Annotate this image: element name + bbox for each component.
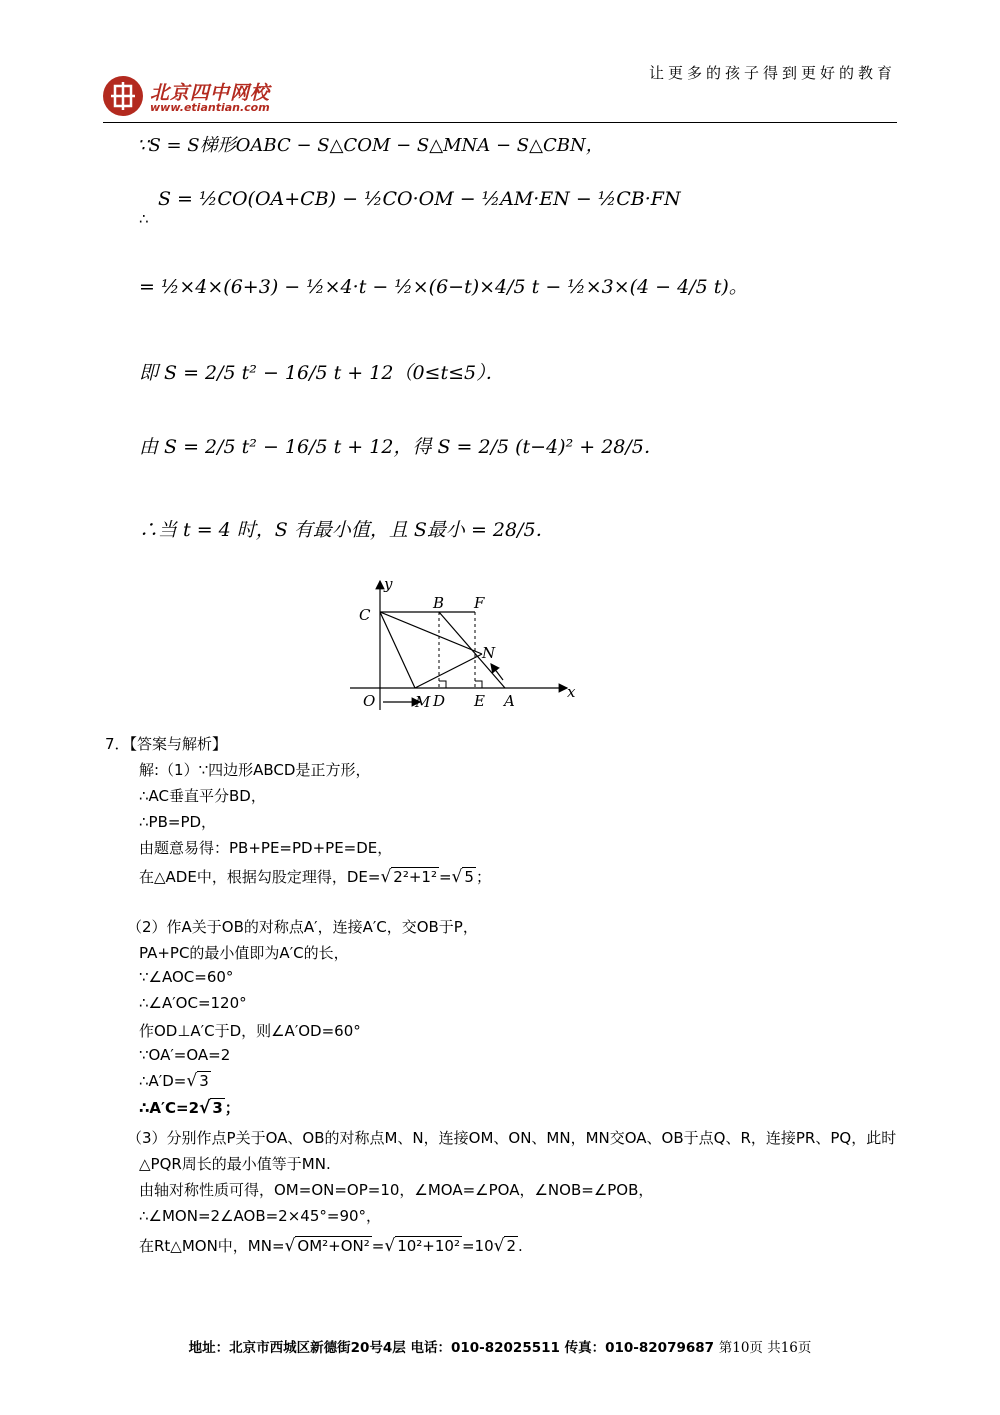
label-F: F: [474, 594, 485, 612]
semicolon: ；: [224, 1099, 240, 1117]
q7-heading: 7．【答案与解析】: [105, 735, 228, 753]
q7-p3-line-mn: 在Rt△MON中，MN=√ OM²+ON² =√ 10²+10² =10√ 2 .: [139, 1236, 523, 1256]
q7-p1-line: ∴AC垂直平分BD，: [139, 787, 266, 805]
q7-p2-line: ∵OA′=OA=2: [139, 1046, 231, 1064]
q7-p1-line: 由题意易得：PB+PE=PD+PE=DE，: [139, 839, 393, 857]
page-footer: [0, 1336, 1000, 1356]
footer-address: 地址：北京市西城区新德街20号4层 电话：010-82025511 传真：010-82079687: [188, 1340, 715, 1356]
q7-p3-line: ∴∠MON=2∠AOB=2×45°=90°，: [139, 1207, 382, 1225]
math-line-1: ∵S = S梯形OABC − S△COM − S△MNA − S△CBN，: [137, 135, 604, 156]
logo-url: www.etiantian.com: [150, 101, 270, 114]
geometry-figure: [345, 575, 585, 715]
q7-p3-line: 由轴对称性质可得，OM=ON=OP=10，∠MOA=∠POA，∠NOB=∠POB，: [139, 1181, 654, 1199]
equals-sign: =: [438, 868, 452, 886]
header-divider: [103, 122, 897, 123]
equals-sign: =: [371, 1237, 385, 1255]
radicand: 10²+10²: [397, 1237, 460, 1255]
radicand: 5: [464, 868, 474, 886]
radicand: 3: [212, 1099, 223, 1117]
q7-p2-line: ∵∠AOC=60°: [139, 968, 234, 986]
math-line-3: = ½×4×(6+3) − ½×4·t − ½×(6−t)×4/5 t − ½×3×(4 − 4/5 t)。: [139, 276, 748, 298]
radicand: 3: [199, 1072, 209, 1090]
q7-p2-line-ac: ∴A′C=2√ 3 ；: [139, 1098, 240, 1118]
header-slogan: 让更多的孩子得到更好的教育: [648, 64, 896, 82]
q7-p2-line: ∴∠A′OC=120°: [139, 994, 247, 1012]
logo-icon: [103, 76, 143, 116]
q7-p2-ac-label: ∴A′C=2: [139, 1099, 200, 1117]
q7-p2-line: PA+PC的最小值即为A′C的长，: [139, 944, 349, 962]
label-E: E: [474, 692, 485, 710]
logo-text: 北京四中网校: [150, 82, 271, 104]
q7-p2-line: （2）作A关于OB的对称点A′，连接A′C，交OB于P，: [127, 918, 478, 936]
math-line-6: ∴当 t = 4 时，S 有最小值，且 S最小 = 28/5．: [139, 519, 555, 541]
radicand: OM²+ON²: [297, 1237, 370, 1255]
math-line-4: 即 S = 2/5 t² − 16/5 t + 12（0≤t≤5）．: [139, 362, 505, 384]
label-y: y: [384, 575, 393, 593]
label-N: N: [482, 644, 496, 662]
label-D: D: [433, 692, 446, 710]
label-O: O: [363, 692, 376, 710]
math-line-2: S = ½CO(OA+CB) − ½CO·OM − ½AM·EN − ½CB·FN: [158, 188, 681, 210]
q7-p3-line: △PQR周长的最小值等于MN.: [139, 1155, 331, 1173]
period: .: [518, 1237, 523, 1255]
q7-p1-line-de: 在△ADE中，根据勾股定理得，DE=√ 2²+1² =√ 5 ；: [139, 867, 491, 887]
semicolon: ；: [475, 868, 491, 886]
footer-page-number: 第10页 共16页: [718, 1340, 812, 1356]
radicand: 2²+1²: [393, 868, 437, 886]
result-value: =10: [461, 1237, 494, 1255]
math-therefore: ∴: [139, 210, 149, 228]
q7-p2-ad-label: ∴A′D=: [139, 1072, 187, 1090]
q7-p2-line-ad: ∴A′D=√ 3: [139, 1071, 209, 1091]
q7-p3-mn-label: 在Rt△MON中，MN=: [139, 1237, 285, 1255]
q7-p3-line: （3）分别作点P关于OA、OB的对称点M、N，连接OM、ON、MN，MN交OA、OB于点Q、R，连接PR、PQ，此时: [127, 1129, 897, 1147]
label-M: M: [415, 693, 431, 711]
radicand: 2: [506, 1237, 517, 1255]
q7-p1-line: ∴PB=PD，: [139, 813, 217, 831]
q7-p2-line: 作OD⊥A′C于D，则∠A′OD=60°: [139, 1022, 361, 1040]
label-A: A: [504, 692, 515, 710]
label-B: B: [433, 594, 445, 612]
label-x: x: [567, 683, 576, 701]
q7-p1-de-label: 在△ADE中，根据勾股定理得，DE=: [139, 868, 381, 886]
q7-p1-line: 解:（1）∵四边形ABCD是正方形，: [139, 761, 371, 779]
label-C: C: [359, 606, 371, 624]
math-line-5: 由 S = 2/5 t² − 16/5 t + 12，得 S = 2/5 (t−4)² + 28/5．: [139, 436, 663, 458]
